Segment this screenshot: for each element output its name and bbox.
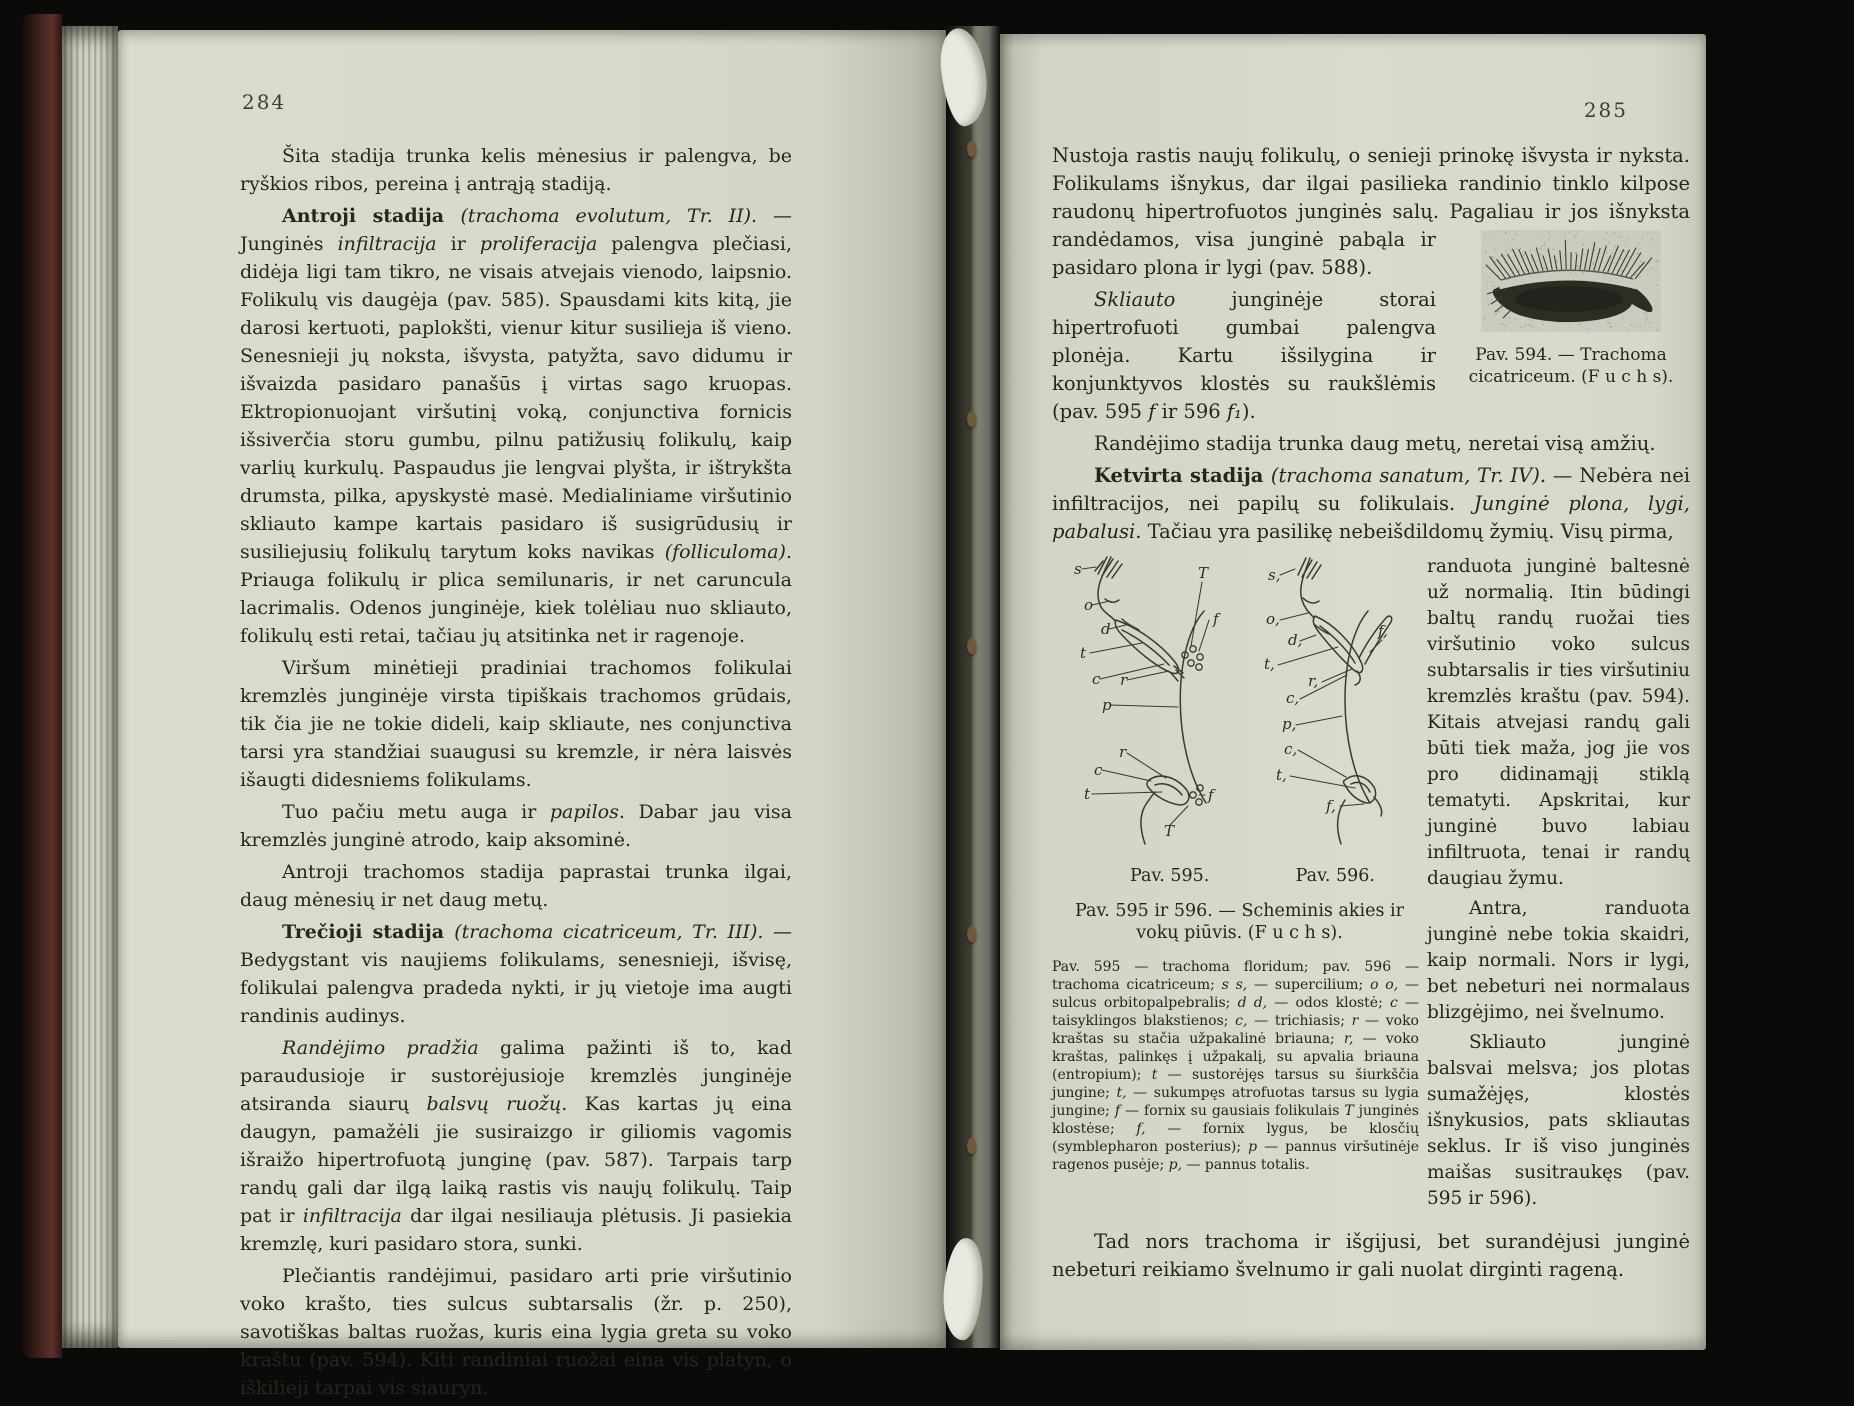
paragraph-text: randėdamos, visa junginė pabąla ir pasidaro plona ir lygi (pav. 588). <box>1052 228 1436 279</box>
figures-main-caption: Pav. 595 ir 596. — Scheminis akies ir vokų piūvis. (F u c h s). <box>1052 900 1427 944</box>
figure-captions-row <box>1052 862 1427 890</box>
label-f: f <box>1212 610 1221 628</box>
label-c: c <box>1092 670 1101 688</box>
paragraph-continuation: randuota junginė baltesnė už normalią. Itin būdingi baltų randų ruožai ties viršutinio voko sulcus subtarsalis ir ties viršutiniu kremzlės kraštu (pav. 594). Kitais atvejasi randų gali būti tiek maža, jog jie vos pro didinamąjį stiklą tematyti. Apskritai, kur junginė buvo labiau infiltruota, tenai ir randų daugiau žymu. <box>1427 554 1690 892</box>
paragraph: Tuo pačiu metu auga ir papilos. Dabar jau visa kremzlės junginė atrodo, kaip aksominė. <box>240 798 792 854</box>
paragraph-skliauto: Skliauto junginėje storai hipertrofuoti gumbai palengva plonėja. Kartu išsilygina ir konjunktyvos klostės su raukšlėmis (pav. 595 f ir 596 f₁). <box>1052 286 1690 426</box>
paragraph-text: Nustoja rastis naujų folikulų, o senieji prinokę išvysta ir nyksta. Folikulams išnykus, dar ilgai pasilieka randinio tinklo kilpose raudonų hipertrofuotos junginės salų. Pagaliau ir jos išnyksta <box>1052 144 1690 223</box>
figure-595-caption: Pav. 595. <box>1130 862 1209 890</box>
label-r1: r, <box>1308 672 1318 690</box>
label-o: o <box>1084 596 1093 614</box>
binding-thread-knot <box>967 411 976 427</box>
paragraph: Šita stadija trunka kelis mėnesius ir palengva, be ryškios ribos, pereina į antrąją stadiją. <box>240 142 792 198</box>
left-page <box>118 30 946 1348</box>
eyelid-section-diagrams <box>1052 554 1420 854</box>
figure-594 <box>1452 230 1690 388</box>
label-c-lower: c <box>1094 761 1103 779</box>
label-c1-lower: c, <box>1284 740 1297 758</box>
label-t: t <box>1080 644 1087 662</box>
label-c1: c, <box>1286 689 1299 707</box>
label-f1-lower: f, <box>1325 797 1336 815</box>
label-s1: s, <box>1268 566 1280 584</box>
paragraph: Skliauto junginė balsvai melsva; jos plotas sumažėjęs, klostės išnykusios, pats skliautas seklus. Ir iš viso junginės maišas susitraukęs (pav. 595 ir 596). <box>1427 1030 1690 1212</box>
binding-thread-knot <box>967 141 976 157</box>
label-d: d <box>1101 620 1111 638</box>
figure-596-caption: Pav. 596. <box>1296 862 1375 890</box>
binding-thread-knot <box>967 926 976 942</box>
label-t-lower: t <box>1084 785 1091 803</box>
page-stack-edges <box>62 26 118 1348</box>
label-s: s <box>1074 560 1082 578</box>
torn-paper-top <box>937 26 991 128</box>
two-column-region <box>1052 554 1690 1216</box>
paragraph: Viršum minėtieji pradiniai trachomos folikulai kremzlės junginėje virsta tipiškais trachomos grūdais, tik čia jie ne tokie dideli, kaip skliaute, nes conjunctiva tarsi yra standžiai suaugusi su kremzle, ir nėra laisvės išaugti didesniems folikulams. <box>240 654 792 794</box>
paragraph-ketvirta-stadija: Ketvirta stadija (trachoma sanatum, Tr. IV). — Nebėra nei infiltracijos, nei papilų su folikulais. Junginė plona, lygi, pabalusi. Tačiau yra pasilikę nebeišdildomų žymių. Visų pirma, <box>1052 462 1690 546</box>
label-p: p <box>1102 696 1112 714</box>
figures-595-596 <box>1052 554 1427 1216</box>
paragraph-continuation <box>1052 142 1690 282</box>
label-p1: p, <box>1282 715 1296 733</box>
label-r-lower: r <box>1119 743 1127 761</box>
paragraph-antroji-stadija: Antroji stadija (trachoma evolutum, Tr. II). — Junginės infiltracija ir proliferacija palengva plečiasi, didėja ligi tam tikro, ne visais atvejais vienodo, laipsnio. Folikulų vis daugėja (pav. 585). Spausdami kits kitą, jie darosi kertuoti, paplokšti, vienur kitur susilieja iš vieno. Senesnieji jų noksta, išvysta, patyžta, savo didumu ir išvaizda pasidaro panašūs į virtas sago kruopas. Ektropionuojant viršutinį voką, conjunctiva fornicis išsiverčia storu gumbu, pilnu patižusių folikulų, kaip varlių kurkulų. Paspaudus jie lengvai plyšta, ir ištrykšta drumsta, pilka, apyskystė masė. Medialiniame viršutinio skliauto kampe kartais pasidaro iš susigrūdusių ir susiliejusių folikulų tarytum koks navikas (folliculoma). Priauga folikulų ir plica semilunaris, ir net caruncula lacrimalis. Odenos junginėje, kiek tolėliau nuo skliauto, folikulų esti retai, tačiau jų atsitinka net ir ragenoje. <box>240 202 792 650</box>
label-f1: f, <box>1377 622 1388 640</box>
paragraph: Antra, randuota junginė nebe tokia skaidri, kaip normali. Nors ir lygi, bet nebeturi nei normalaus blizgėjimo, nei švelnumo. <box>1427 896 1690 1026</box>
figure-596-drawing <box>1264 558 1392 844</box>
left-page-text <box>240 142 792 1406</box>
paragraph-randejimo: Randėjimo stadija trunka daug metų, neretai visą amžių. <box>1052 430 1690 458</box>
narrow-text-column <box>1427 554 1690 1216</box>
label-r: r <box>1120 671 1128 689</box>
page-number-left: 284 <box>242 90 286 114</box>
binding-thread-knot <box>967 1138 976 1154</box>
label-t1: t, <box>1264 655 1275 673</box>
torn-paper-bottom <box>940 1237 985 1341</box>
binding-thread-knot <box>967 638 976 654</box>
paragraph: Randėjimo pradžia galima pažinti iš to, kad paraudusioje ir sustorėjusioje kremzlės junginėje atsiranda siaurų balsvų ruožų. Kas kartas jų eina daugyn, pamažėli jie susiraizgo ir giliomis vagomis išraižo hipertrofuotą junginę (pav. 587). Tarpais tarp randų gali dar ilgą laiką rastis vis naujų folikulų. Taip pat ir infiltracija dar ilgai nesiliauja plėtusis. Ji pasiekia kremzlę, kuri pasidaro stora, sunki. <box>240 1034 792 1258</box>
label-o1: o, <box>1266 610 1280 628</box>
label-T-lower: T <box>1164 822 1175 840</box>
paragraph-closing: Tad nors trachoma ir išgijusi, bet surandėjusi junginė nebeturi reikiamo švelnumo ir gali nuolat dirginti rageną. <box>1052 1228 1690 1284</box>
book-cover-edge <box>22 14 62 1358</box>
page-number-right: 285 <box>1584 98 1628 122</box>
paragraph: Plečiantis randėjimui, pasidaro arti prie viršutinio voko krašto, ties sulcus subtarsalis (žr. p. 250), savotiškas baltas ruožas, kuris eina lygia greta su voko kraštu (pav. 594). Kiti randiniai ruožai eina vis platyn, o iškilieji tarpai vis siauryn. <box>240 1262 792 1402</box>
label-t1-lower: t, <box>1276 766 1287 784</box>
eyelid-shadow-core <box>1515 286 1623 312</box>
paragraph-trecioji-stadija: Trečioji stadija (trachoma cicatriceum, Tr. III). — Bedygstant vis naujiems folikulams, senesnieji, išvisę, folikulai palengva pradeda nykti, ir jų vietoje ima augti randinis audinys. <box>240 918 792 1030</box>
label-d1: d, <box>1288 631 1302 649</box>
figure-594-caption: Pav. 594. — Trachoma cicatriceum. (F u c h s). <box>1452 344 1690 388</box>
right-page <box>1000 34 1706 1350</box>
eye-illustration <box>1481 230 1661 332</box>
figures-legend: Pav. 595 — trachoma floridum; pav. 596 — trachoma cicatriceum; s s, — supercilium; o o, — sulcus orbitopalpebralis; d d, — odos klostė; c — taisyklingos blakstienos; c, — trichiasis; r — voko kraštas su stačia užpakalinė briauna; r, — voko kraštas, palinkęs į užpakalį, su apvalia briauna (entropium); t — sustorėjęs tarsus su šiurkščia jungine; t, — sukumpęs atrofuotas tarsus su lygia jungine; f — fornix su gausiais folikulais T junginės klostėse; f, — fornix lygus, be klosčių (symblepharon posterius); p — pannus viršutinėje ragenos pusėje; p, — pannus totalis. <box>1052 958 1427 1174</box>
label-f-lower: f <box>1207 786 1216 804</box>
figure-595-drawing <box>1074 557 1221 844</box>
book-gutter <box>946 26 1000 1348</box>
paragraph: Antroji trachomos stadija paprastai trunka ilgai, daug mėnesių ir net daug metų. <box>240 858 792 914</box>
label-T: T <box>1198 564 1209 582</box>
figure-594-image <box>1481 230 1661 332</box>
right-page-text <box>1052 142 1690 1288</box>
